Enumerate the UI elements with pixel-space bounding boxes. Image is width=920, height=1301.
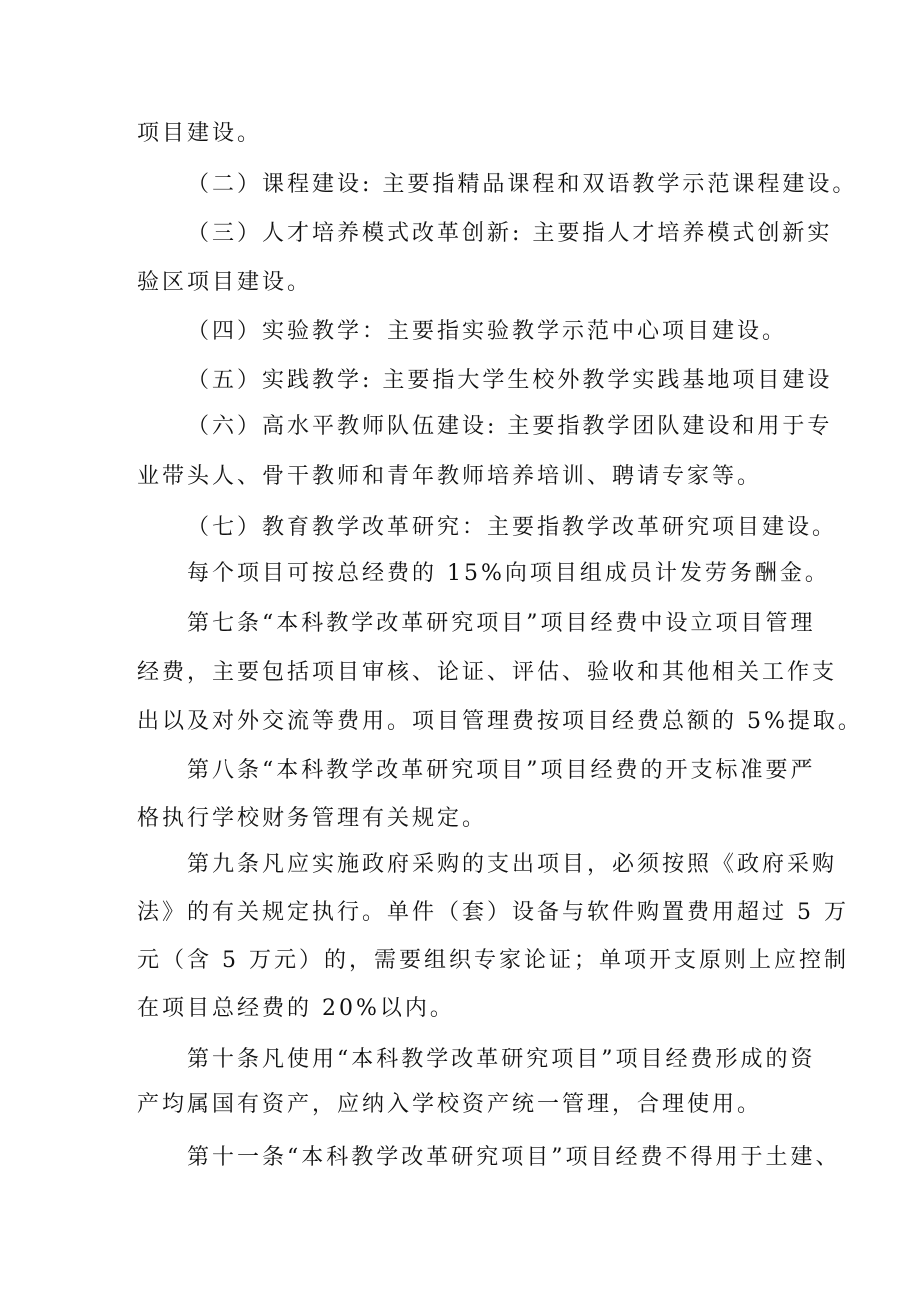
text-line: 第八条“本科教学改革研究项目”项目经费的开支标准要严: [187, 758, 816, 783]
text-line: 格执行学校财务管理有关规定。: [137, 806, 488, 831]
text-line: 在项目总经费的 20%以内。: [137, 996, 455, 1021]
text-line: 第十条凡使用“本科教学改革研究项目”项目经费形成的资: [187, 1047, 816, 1072]
text-line: （四）实验教学：主要指实验教学示范中心项目建设。: [187, 319, 788, 344]
text-line: （三）人才培养模式改革创新: 主要指人才培养模式创新实: [187, 221, 833, 246]
text-line: 每个项目可按总经费的 15%向项目组成员计发劳务酬金。: [187, 561, 830, 586]
text-line: 验区项目建设。: [137, 270, 313, 295]
text-line: 法》的有关规定执行。单件（套）设备与软件购置费用超过 5 万: [137, 900, 849, 925]
text-line: （二）课程建设: 主要指精品课程和双语教学示范课程建设。: [187, 172, 858, 197]
text-line: 出以及对外交流等费用。项目管理费按项目经费总额的 5%提取。: [137, 709, 863, 734]
text-line: （六）高水平教师队伍建设: 主要指教学团队建设和用于专: [187, 414, 833, 439]
text-line: （五）实践教学: 主要指大学生校外教学实践基地项目建设: [187, 368, 833, 393]
text-line: 经费，主要包括项目审核、论证、评估、验收和其他相关工作支: [137, 660, 838, 685]
text-line: 业带头人、骨干教师和青年教师培养培训、聘请专家等。: [137, 464, 763, 489]
text-line: 元（含 5 万元）的，需要组织专家论证；单项开支原则上应控制: [137, 948, 849, 973]
text-line: （七）教育教学改革研究：主要指教学改革研究项目建设。: [187, 515, 838, 540]
text-line: 第九条凡应实施政府采购的支出项目，必须按照《政府采购: [187, 852, 838, 877]
text-line: 第七条“本科教学改革研究项目”项目经费中设立项目管理: [187, 611, 816, 636]
text-line: 第十一条“本科教学改革研究项目”项目经费不得用于土建、: [187, 1145, 841, 1170]
text-line: 项目建设。: [137, 121, 263, 146]
text-line: 产均属国有资产，应纳入学校资产统一管理，合理使用。: [137, 1092, 763, 1117]
